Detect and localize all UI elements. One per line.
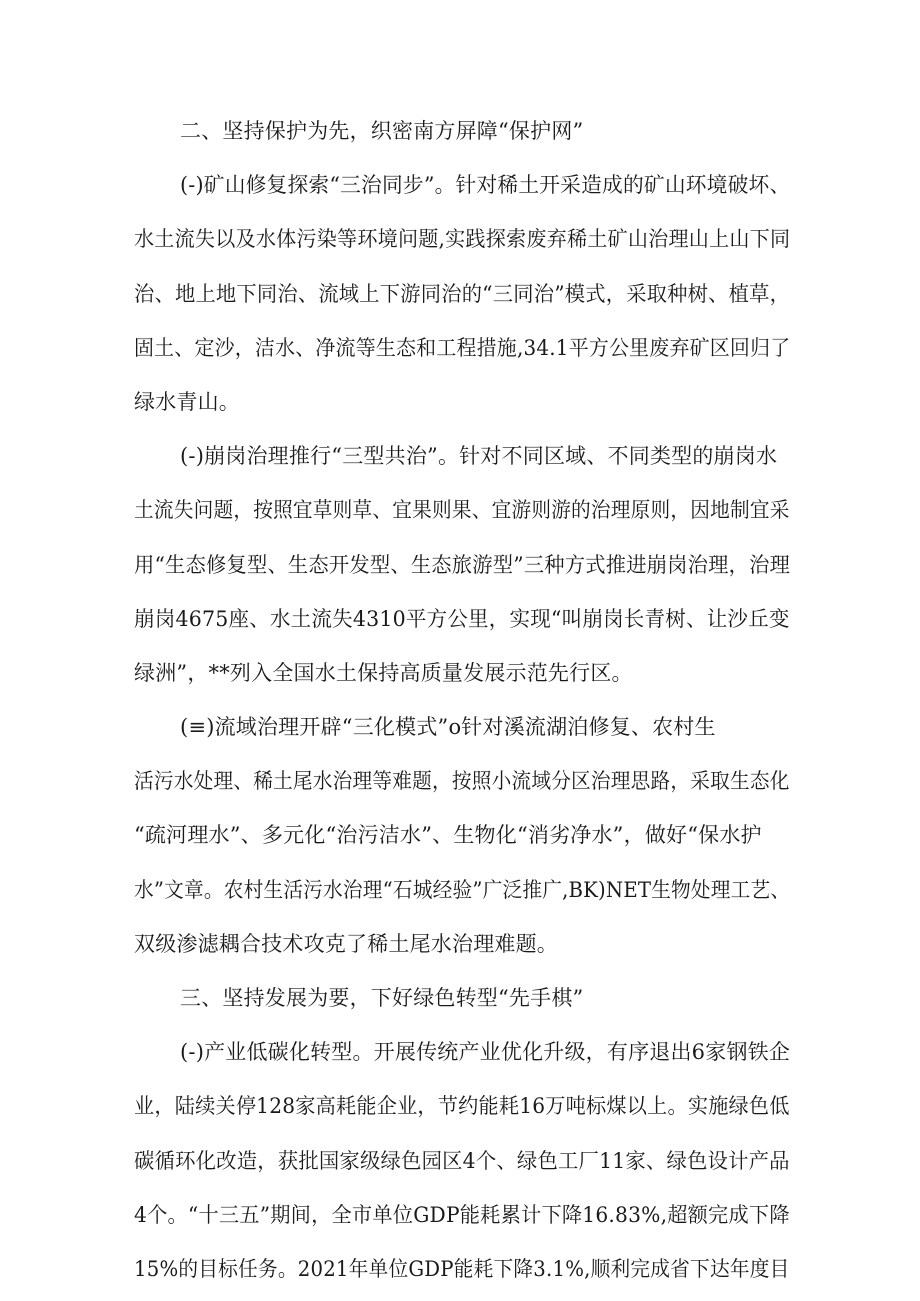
paragraph-line: 4个。“十三五”期间，全市单位GDP能耗累计下降16.83%,超额完成下降 xyxy=(134,1203,790,1227)
paragraph-line: 固土、定沙，洁水、净流等生态和工程措施,34.1平方公里废弃矿区回归了 xyxy=(134,336,791,360)
paragraph-line: 水土流失以及水体污染等环境问题,实践探索废弃稀土矿山治理山上山下同 xyxy=(134,227,791,251)
paragraph-line: 碳循环化改造，获批国家级绿色园区4个、绿色工厂11家、绿色设计产品 xyxy=(134,1149,790,1173)
paragraph-line: 绿水青山。 xyxy=(134,390,240,414)
section-heading-3: 三、坚持发展为要，下好绿色转型“先手棋” xyxy=(180,986,584,1010)
section-heading-2: 二、坚持保护为先，织密南方屏障“保护网” xyxy=(180,119,584,143)
paragraph-line: 业，陆续关停128家高耗能企业，节约能耗16万吨标煤以上。实施绿色低 xyxy=(134,1094,790,1118)
paragraph-line: (-)崩岗治理推行“三型共治”。针对不同区域、不同类型的崩岗水 xyxy=(180,444,778,468)
paragraph-line: 用“生态修复型、生态开发型、生态旅游型”三种方式推进崩岗治理，治理 xyxy=(134,553,791,577)
paragraph-line: (-)矿山修复探索“三治同步”。针对稀土开采造成的矿山环境破坏、 xyxy=(180,173,791,197)
paragraph-line: 活污水处理、稀土尾水治理等难题，按照小流域分区治理思路，采取生态化 xyxy=(134,769,790,793)
paragraph-line: 绿洲”，**列入全国水土保持高质量发展示范先行区。 xyxy=(134,661,633,685)
paragraph-line: 土流失问题，按照宜草则草、宜果则果、宜游则游的治理原则，因地制宜采 xyxy=(134,498,790,522)
paragraph-line: 15%的目标任务。2021年单位GDP能耗下降3.1%,顺利完成省下达年度目 xyxy=(134,1257,790,1281)
paragraph-line: “疏河理水”、多元化“治污洁水”、生物化“消劣净水”，做好“保水护 xyxy=(134,823,762,847)
paragraph-line: 治、地上地下同治、流域上下游同治的“三同治”模式，采取种树、植草， xyxy=(134,282,791,306)
paragraph-line: 水”文章。农村生活污水治理“石城经验”广泛推广,BK)NET生物处理工艺、 xyxy=(134,878,791,902)
paragraph-line: 崩岗4675座、水土流失4310平方公里，实现“叫崩岗长青树、让沙丘变 xyxy=(134,607,790,631)
paragraph-line: (-)产业低碳化转型。开展传统产业优化升级，有序退出6家钢铁企 xyxy=(180,1040,791,1064)
paragraph-line: (≡)流域治理开辟“三化模式”o针对溪流湖泊修复、农村生 xyxy=(180,715,716,739)
paragraph-line: 双级渗滤耦合技术攻克了稀土尾水治理难题。 xyxy=(134,932,558,956)
